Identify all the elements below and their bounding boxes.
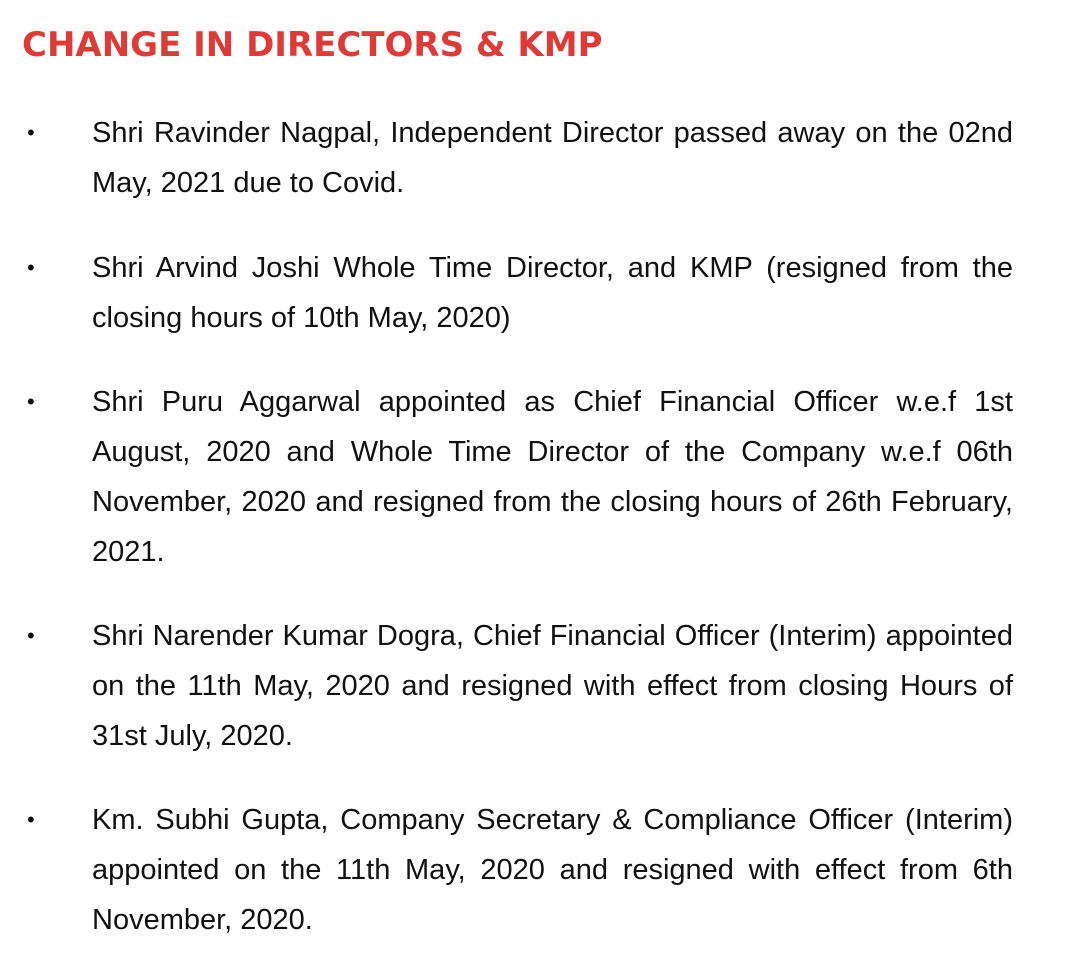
section-heading: CHANGE IN DIRECTORS & KMP (22, 25, 603, 65)
list-item-text: Km. Subhi Gupta, Company Secretary & Compliance Officer (Interim) appointed on the 11th May, 2020 and resigned with effect from 6th November, 2020. (92, 804, 1013, 936)
list-item-text: Shri Ravinder Nagpal, Independent Director passed away on the 02nd May, 2021 due to Covid. (92, 117, 1013, 199)
bullet-icon: • (27, 807, 35, 832)
bullet-icon: • (27, 389, 35, 414)
list-item-text: Shri Narender Kumar Dogra, Chief Financial Officer (Interim) appointed on the 11th May, 2020 and resigned with effect from closing Hours of 31st July, 2020. (92, 620, 1013, 752)
list-item-text: Shri Puru Aggarwal appointed as Chief Financial Officer w.e.f 1st August, 2020 and Whole Time Director of the Company w.e.f 06th November, 2020 and resigned from the closing hours of 26th February, 2021. (92, 386, 1013, 568)
bullet-icon: • (27, 255, 35, 280)
bullet-icon: • (27, 623, 35, 648)
list-item-text: Shri Arvind Joshi Whole Time Director, and KMP (resigned from the closing hours of 10th May, 2020) (92, 252, 1013, 334)
bullet-icon: • (27, 120, 35, 145)
